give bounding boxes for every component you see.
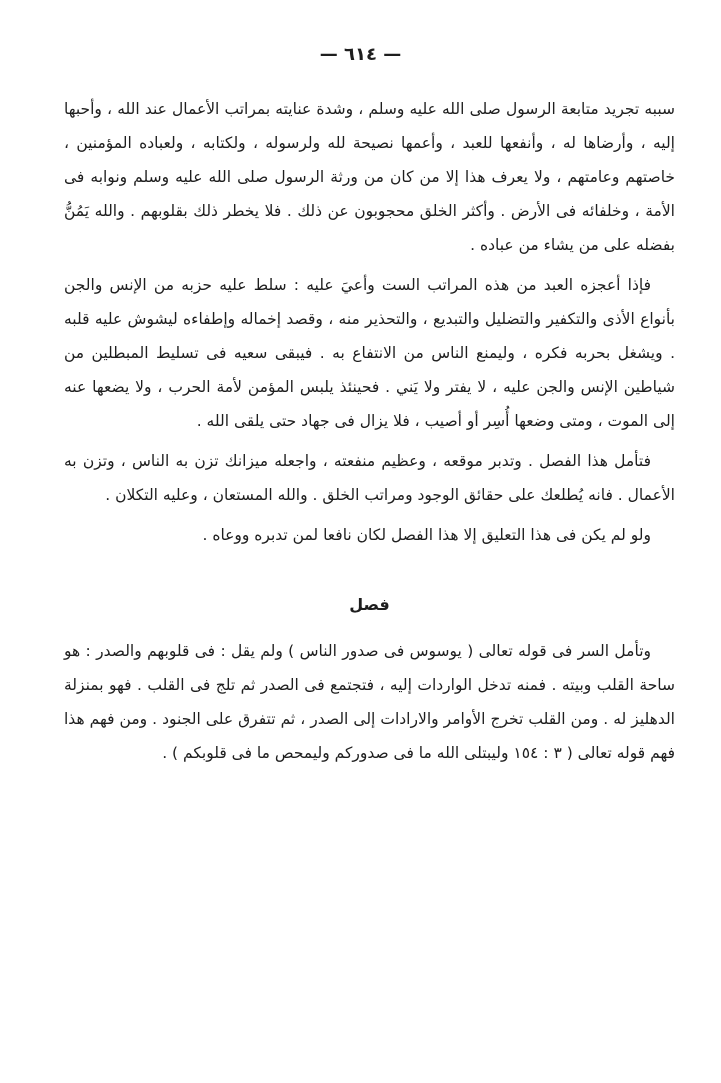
page-number: — ٦١٤ —: [319, 44, 402, 65]
paragraph-1: سببه تجريد متابعة الرسول صلى الله عليه وسلم ، وشدة عنايته بمراتب الأعمال عند الله ، وأحبها إليه ، وأرضاها له ، وأنفعها للعبد ، وأعمها نصيحة لله ولرسوله ، ولكتابه ، ولعباده المؤمنين ، خاصتهم وعامتهم ، ولا يعرف هذا إلا من كان من ورثة الرسول صلى الله عليه وسلم ونوابه فى الأمة ، وخلفائه فى الأرض . وأكثر الخلق محجوبون عن ذلك . فلا يخطر ذلك بقلوبهم . والله يَمُنُّ بفضله على من يشاء من عباده .: [64, 100, 675, 254]
section-paragraph-1: وتأمل السر فى قوله تعالى ( يوسوس فى صدور الناس ) ولم يقل : فى قلوبهم والصدر : هو ساحة القلب وبيته . فمنه تدخل الواردات إليه ، فتجتمع فى الصدر ثم تلج فى القلب . فهو بمنزلة الدهليز له . ومن القلب تخرج الأوامر والارادات إلى الصدر ، ثم تتفرق على الجنود . ومن فهم هذا فهم قوله تعالى ( ٣ : ١٥٤ وليبتلى الله ما فى صدوركم وليمحص ما فى قلوبكم ) .: [64, 642, 675, 762]
paragraph-2: فإذا أعجزه العبد من هذه المراتب الست وأعيَ عليه : سلط عليه حزبه من الإنس والجن بأنواع الأذى والتكفير والتضليل والتبديع ، والتحذير منه ، وقصد إخماله وإطفاءه ليشوش عليه قلبه . ويشغل بحربه فكره ، وليمنع الناس من الانتفاع به . فيبقى سعيه فى تسليط المبطلين من شياطين الإنس والجن عليه ، لا يفتر ولا يَني . فحينئذ يلبس المؤمن لأمة الحرب ، ولا يضعها عنه إلى الموت ، ومتى وضعها أُسِر أو أصيب ، فلا يزال فى جهاد حتى يلقى الله .: [64, 276, 675, 430]
paragraph-3: فتأمل هذا الفصل . وتدبر موقعه ، وعظيم منفعته ، واجعله ميزانك تزن به الناس ، وتزن به الأعمال . فانه يُطلعك على حقائق الوجود ومراتب الخلق . والله المستعان ، وعليه التكلان .: [64, 452, 675, 504]
body-text: [64, 92, 675, 770]
paragraph-4: ولو لم يكن فى هذا التعليق إلا هذا الفصل لكان نافعا لمن تدبره ووعاه .: [202, 526, 651, 544]
section-heading: فصل: [349, 595, 390, 614]
